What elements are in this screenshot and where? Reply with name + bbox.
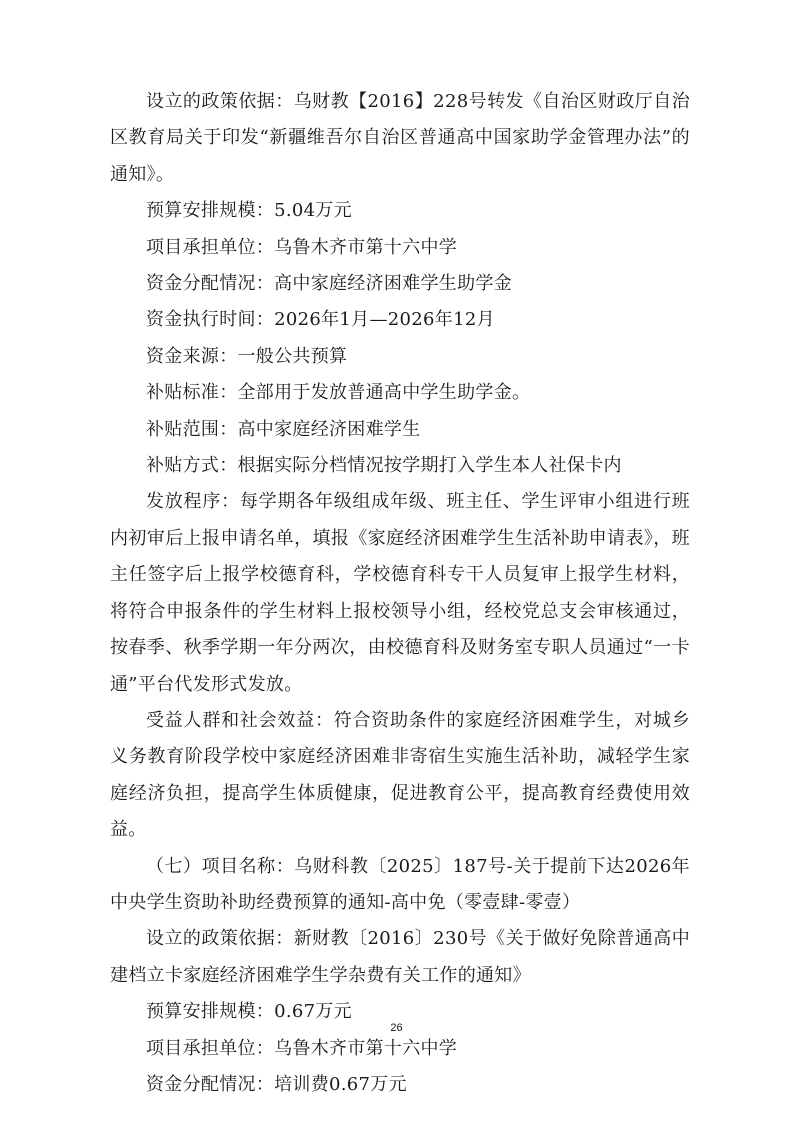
execution-time-paragraph: 资金执行时间：2026年1月—2026年12月 — [146, 309, 495, 331]
project-seven-policy-basis: 设立的政策依据：新财教〔2016〕230号《关于做好免除普通高中建档立卡家庭经济困难学生学杂费有关工作的通知》 — [110, 928, 690, 986]
fund-allocation-paragraph: 资金分配情况：高中家庭经济困难学生助学金 — [146, 273, 512, 295]
subsidy-scope-paragraph: 补贴范围：高中家庭经济困难学生 — [146, 418, 421, 440]
project-seven-fund-allocation: 资金分配情况：培训费0.67万元 — [146, 1073, 407, 1095]
beneficiaries-paragraph: 受益人群和社会效益：符合资助条件的家庭经济困难学生，对城乡义务教育阶段学校中家庭经济困难非寄宿生实施生活补助，减轻学生家庭经济负担，提高学生体质健康，促进教育公平，提高教育经费使用效益。 — [110, 709, 690, 841]
subsidy-standard-paragraph: 补贴标准：全部用于发放普通高中学生助学金。 — [146, 382, 531, 404]
subsidy-method-paragraph: 补贴方式：根据实际分档情况按学期打入学生本人社保卡内 — [146, 455, 622, 477]
page-number: 26 — [390, 1022, 403, 1034]
policy-basis-paragraph: 设立的政策依据：乌财教【2016】228号转发《自治区财政厅自治区教育局关于印发“新疆维吾尔自治区普通高中国家助学金管理办法”的通知》。 — [110, 91, 690, 185]
distribution-procedure-paragraph: 发放程序：每学期各年级组成年级、班主任、学生评审小组进行班内初审后上报申请名单，填报《家庭经济困难学生生活补助申请表》，班主任签字后上报学校德育科，学校德育科专干人员复审上报学生材料，将符合申报条件的学生材料上报校领导小组，经校党总支会审核通过，按春季、秋季学期一年分两次，由校德育科及财务室专职人员通过“一卡通”平台代发形式发放。 — [110, 491, 690, 695]
budget-scale-paragraph: 预算安排规模：5.04万元 — [146, 200, 352, 222]
fund-source-paragraph: 资金来源：一般公共预算 — [146, 345, 348, 367]
project-seven-budget-scale: 预算安排规模：0.67万元 — [146, 1001, 352, 1023]
project-seven-undertaking-unit: 项目承担单位：乌鲁木齐市第十六中学 — [146, 1037, 458, 1059]
document-body — [110, 84, 690, 1103]
undertaking-unit-paragraph: 项目承担单位：乌鲁木齐市第十六中学 — [146, 236, 458, 258]
project-seven-title: （七）项目名称：乌财科教〔2025〕187号-关于提前下达2026年中央学生资助补助经费预算的通知-高中免（零壹肆-零壹） — [110, 855, 690, 913]
